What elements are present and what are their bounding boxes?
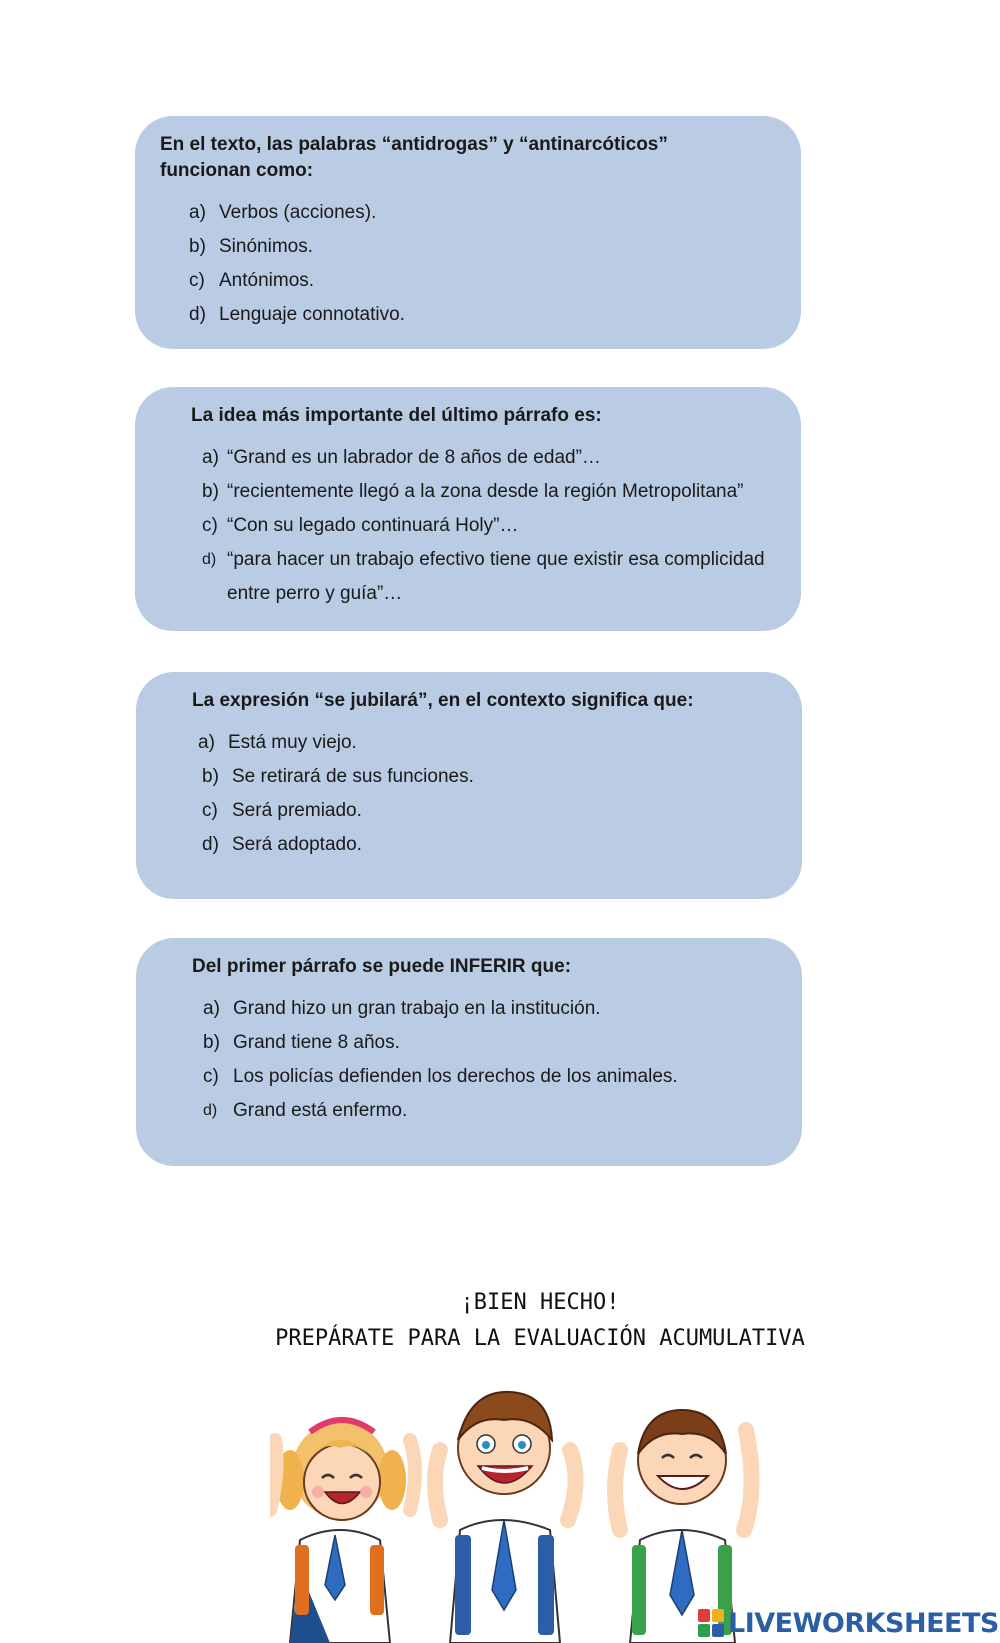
option-c[interactable]: c) Los policías defienden los derechos de los animales. <box>203 1066 678 1087</box>
option-d[interactable]: d) Será adoptado. <box>202 834 362 855</box>
options-list <box>160 196 777 332</box>
closing-subheading: PREPÁRATE PARA LA EVALUACIÓN ACUMULATIVA <box>275 1326 805 1351</box>
options-list <box>192 726 778 862</box>
question-title: La expresión “se jubilará”, en el contexto significa que: <box>192 690 694 711</box>
options-list <box>192 992 778 1128</box>
question-title: Del primer párrafo se puede INFERIR que: <box>192 956 572 977</box>
option-b[interactable]: b) “recientemente llegó a la zona desde la región Metropolitana” <box>202 481 744 502</box>
closing-heading: ¡BIEN HECHO! <box>460 1290 620 1315</box>
option-a[interactable]: a) “Grand es un labrador de 8 años de edad”… <box>202 447 601 468</box>
option-c[interactable]: c) Antónimos. <box>189 270 315 291</box>
option-d[interactable]: d) Lenguaje connotativo. <box>189 304 405 325</box>
celebrating-students-illustration <box>270 1370 810 1643</box>
option-d[interactable]: d) “para hacer un trabajo efectivo tiene que existir esa complicidad entre perro y guía”… <box>202 549 765 604</box>
question-title: En el texto, las palabras “antidrogas” y “antinarcóticos” funcionan como: <box>160 134 668 181</box>
liveworksheets-brand <box>698 1606 999 1640</box>
option-c[interactable]: c) “Con su legado continuará Holy”… <box>202 515 519 536</box>
girl-figure <box>270 1420 415 1643</box>
liveworksheets-logo-icon <box>698 1609 724 1637</box>
option-d[interactable]: d) Grand está enfermo. <box>203 1100 408 1121</box>
option-a[interactable]: a) Grand hizo un gran trabajo en la institución. <box>203 998 601 1019</box>
question-card-3 <box>136 672 802 899</box>
option-a[interactable]: a) Está muy viejo. <box>198 732 357 753</box>
option-b[interactable]: b) Grand tiene 8 años. <box>203 1032 400 1053</box>
question-card-2 <box>135 387 801 631</box>
question-title: La idea más importante del último párrafo es: <box>191 405 602 426</box>
option-a[interactable]: a) Verbos (acciones). <box>189 202 377 223</box>
options-list <box>191 441 777 611</box>
question-card-1 <box>135 116 801 349</box>
option-c[interactable]: c) Será premiado. <box>202 800 362 821</box>
boy-figure-center <box>435 1392 576 1643</box>
option-b[interactable]: b) Sinónimos. <box>189 236 313 257</box>
option-b[interactable]: b) Se retirará de sus funciones. <box>202 766 474 787</box>
brand-text: LIVEWORKSHEETS <box>728 1607 999 1639</box>
question-card-4 <box>136 938 802 1166</box>
